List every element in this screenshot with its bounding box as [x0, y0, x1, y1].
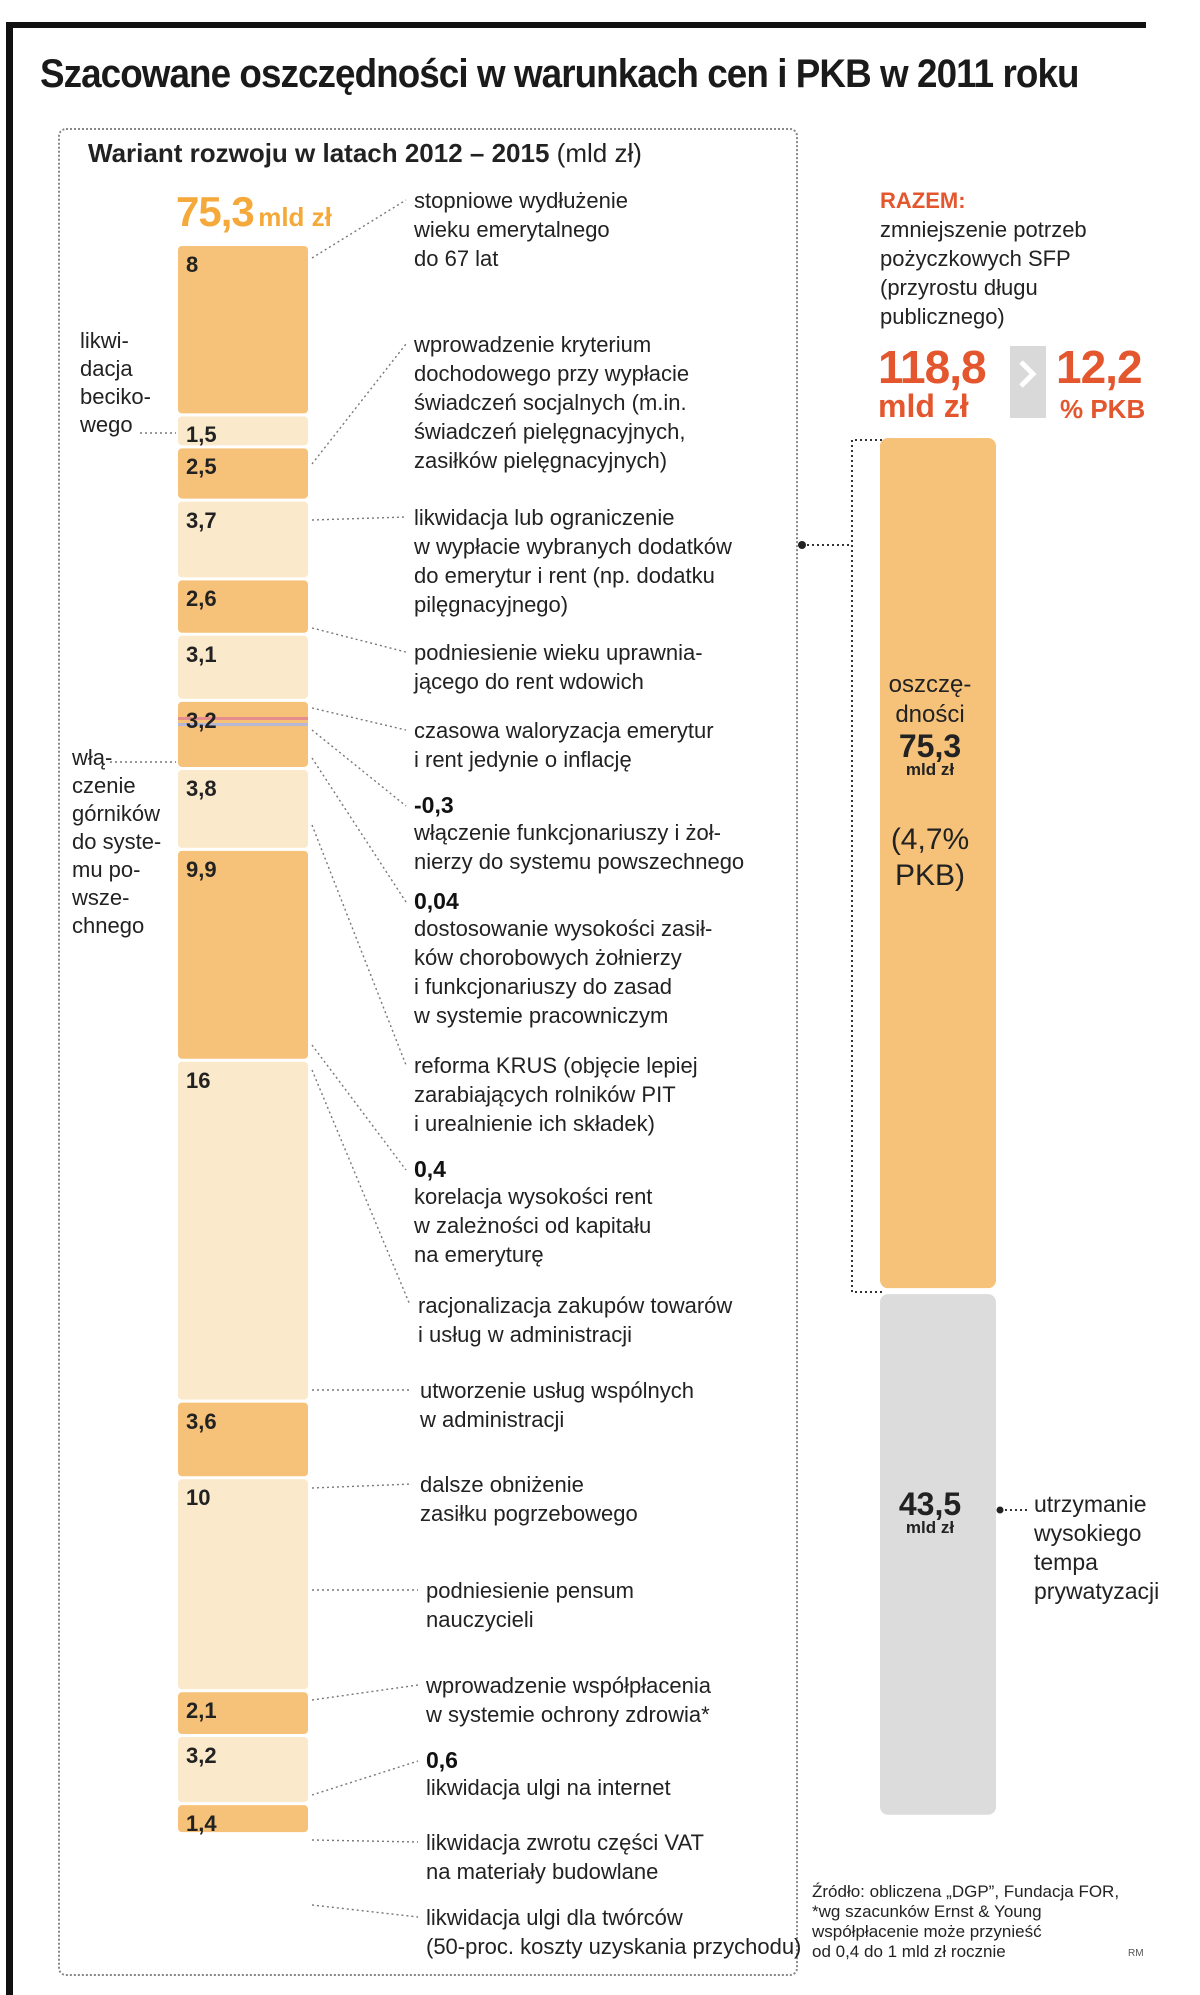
side-label-line: czenie [72, 773, 136, 798]
left-total-value: 75,3 [176, 188, 254, 235]
side-label-line: wsze- [72, 885, 130, 910]
description-text: wprowadzenie współpłacenia w systemie ochrony zdrowia* [426, 1673, 711, 1727]
side-label-line: górników [72, 801, 161, 826]
description-text: dostosowanie wysokości zasił- ków chorobowych żołnierzy i funkcjonariuszy do zasad w systemie pracowniczym [414, 916, 713, 1028]
segment-value-label: 3,1 [186, 641, 217, 667]
segment-value-label: 2,5 [186, 454, 217, 480]
savings-label-line: oszczę- [888, 671, 972, 698]
description-text: podniesienie pensum nauczycieli [426, 1578, 634, 1632]
description-value: 0,6 [426, 1747, 458, 1773]
description-text: utworzenie usług wspólnych w administracji [420, 1378, 694, 1432]
privatization-dot [997, 1507, 1004, 1514]
side-label-line: włą- [72, 745, 113, 770]
privatization-unit: mld zł [905, 1518, 955, 1537]
segment-value-label: 16 [186, 1067, 211, 1093]
segment-value-label: 1,5 [186, 422, 217, 448]
leader-line [312, 1840, 418, 1842]
side-label-line: likwi- [80, 328, 129, 353]
description-text: podniesienie wieku uprawnia- jącego do rent wdowich [414, 640, 703, 694]
razem-total-unit: mld zł [878, 388, 969, 424]
privatization-label-line: utrzymanie [1034, 1491, 1147, 1517]
savings-gdp-line: (4,7% [890, 823, 970, 856]
description-text: reforma KRUS (objęcie lepiej zarabiających rolników PIT i urealnienie ich składek) [414, 1053, 698, 1136]
side-label-line: dacja [80, 356, 133, 381]
razem-line: (przyrostu długu [880, 275, 1038, 300]
side-label-becikowe [80, 327, 151, 439]
privatization-label-line: prywatyzacji [1034, 1578, 1160, 1604]
author-credit: RM [1128, 1948, 1144, 1959]
description-value: 0,04 [414, 888, 459, 914]
razem-gdp-unit: % PKB [1060, 394, 1146, 424]
savings-label [874, 670, 986, 730]
segment-value-label: 10 [186, 1485, 211, 1511]
description-text: likwidacja ulgi na internet [426, 1775, 671, 1800]
source-note [812, 1882, 1119, 1962]
segment-value-label: 2,1 [186, 1698, 217, 1724]
subtitle-main: Wariant rozwoju w latach 2012 – 2015 [88, 138, 550, 168]
source-line: Źródło: obliczena „DGP”, Fundacja FOR, [812, 1882, 1120, 1901]
segment-value-label: 9,9 [186, 856, 217, 882]
razem-heading: RAZEM: [880, 188, 966, 213]
leader-line [312, 708, 406, 730]
bracket-dot [798, 541, 806, 549]
side-label-line: beciko- [80, 384, 151, 409]
side-label-line: chnego [72, 913, 145, 938]
leader-line [312, 1045, 406, 1170]
leader-line [312, 517, 406, 520]
savings-gdp [874, 822, 986, 894]
segment-value-label: 2,6 [186, 586, 217, 612]
segment-value-label: 3,2 [186, 707, 217, 733]
segment-value-label: 3,7 [186, 507, 217, 533]
subtitle-unit: (mld zł) [556, 138, 642, 168]
segment-value-label: 8 [186, 252, 199, 277]
description-text: likwidacja zwrotu części VAT na materiały budowlane [426, 1830, 704, 1884]
left-total-unit: mld zł [258, 202, 332, 232]
bar-segment [178, 1062, 308, 1400]
leader-line [312, 200, 406, 258]
leader-line [312, 1070, 410, 1305]
description-text: włączenie funkcjonariuszy i żoł- nierzy do systemu powszechnego [414, 820, 745, 874]
description-text: racjonalizacja zakupów towarów i usług w administracji [418, 1293, 733, 1347]
privatization-label-line: wysokiego [1034, 1520, 1142, 1546]
savings-unit: mld zł [905, 760, 955, 779]
leader-line [312, 1484, 412, 1488]
razem-total-value: 118,8 [878, 341, 986, 393]
leader-line [312, 344, 406, 464]
leader-line [312, 628, 406, 652]
leader-line [312, 825, 406, 1065]
bar-segment-privatization [880, 1294, 996, 1815]
razem-gdp-value: 12,2 [1056, 341, 1142, 393]
savings-gdp-line: PKB) [894, 859, 966, 892]
side-label-line: mu po- [72, 857, 141, 882]
segment-value-label: 3,2 [186, 1743, 217, 1768]
razem-line: publicznego) [880, 304, 1005, 329]
chevron-right-icon [1010, 346, 1046, 418]
description-text: czasowa waloryzacja emerytur i rent jedynie o inflację [414, 718, 714, 772]
privatization-label-line: tempa [1034, 1549, 1098, 1575]
side-label-line: wego [80, 412, 133, 437]
razem-line: zmniejszenie potrzeb [880, 217, 1087, 242]
source-line: od 0,4 do 1 mld zł rocznie [812, 1942, 1006, 1961]
description-text: likwidacja lub ograniczenie w wypłacie wybranych dodatków do emerytur i rent (np. dodatku pilęgnacyjnego) [414, 505, 732, 617]
description-text: stopniowe wydłużenie wieku emerytalnego do 67 lat [414, 188, 629, 271]
savings-label-line: dności [895, 701, 965, 728]
side-label-line: do syste- [72, 829, 162, 854]
leader-line [312, 1685, 418, 1700]
description-value: -0,3 [414, 792, 454, 818]
leader-line [312, 1761, 418, 1795]
side-label-gornicy [72, 744, 161, 940]
description-text: korelacja wysokości rent w zależności od kapitału na emeryturę [414, 1184, 653, 1267]
razem-block [880, 186, 1087, 331]
leader-line [312, 1905, 418, 1917]
privatization-value: 43,5 [898, 1486, 962, 1522]
source-line: *wg szacunków Ernst & Young [812, 1902, 1042, 1921]
description-text: wprowadzenie kryterium dochodowego przy wypłacie świadczeń socjalnych (m.in. świadczeń pielęgnacyjnych, zasiłków pielęgnacyjnych) [414, 332, 690, 473]
privatization-label [1034, 1490, 1159, 1606]
source-line: współpłacenie może przynieść [812, 1922, 1042, 1941]
razem-line: pożyczkowych SFP [880, 246, 1071, 271]
segment-value-label: 3,8 [186, 775, 217, 801]
description-value: 0,4 [414, 1156, 446, 1182]
leader-line [312, 730, 406, 806]
savings-value: 75,3 [898, 728, 962, 764]
segment-value-label: 1,4 [186, 1811, 217, 1837]
description-text: likwidacja ulgi dla twórców (50-proc. koszty uzyskania przychodu) [426, 1905, 802, 1959]
chart-title: Szacowane oszczędności w warunkach cen i PKB w 2011 roku [40, 52, 1079, 96]
description-text: dalsze obniżenie zasiłku pogrzebowego [420, 1472, 638, 1526]
segment-value-label: 3,6 [186, 1408, 217, 1434]
leader-line [312, 758, 406, 902]
